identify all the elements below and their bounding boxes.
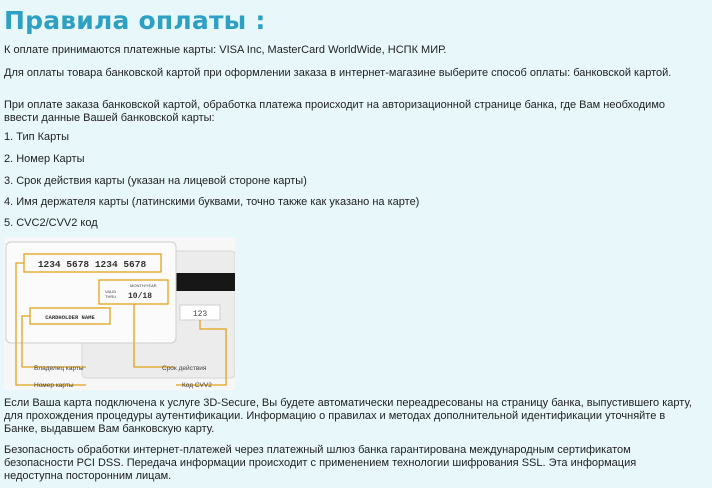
card-number: 1234 5678 1234 5678 bbox=[37, 259, 147, 270]
field-item-expiry: 3. Срок действия карты (указан на лицевой стороне карты) bbox=[4, 175, 307, 187]
field-item-cvv: 5. CVC2/CVV2 код bbox=[4, 217, 98, 229]
label-number: Номер карты bbox=[34, 382, 74, 389]
label-cvv: Код CVV2 bbox=[182, 382, 212, 389]
card-month-year-label: MONTH/YEAR bbox=[130, 283, 157, 288]
page-title: Правила оплаты : bbox=[4, 6, 266, 35]
field-item-number: 2. Номер Карты bbox=[4, 153, 85, 165]
3d-secure-text: Если Ваша карта подключена к услуге 3D-Secure, Вы будете автоматически переадресованы на страницу банка, выпустившего карту, для прохождения процедуры аутентификации. Информацию о правилах и методах дополнительной идентификации уточняйте в Банке, выдавшем Вам банковскую карту. bbox=[4, 397, 692, 435]
card-front bbox=[6, 242, 176, 343]
auth-page-text: При оплате заказа банковской картой, обработка платежа происходит на авторизационной странице банка, где Вам необходимо ввести данные Вашей банковской карты: bbox=[4, 99, 665, 124]
card-valid-label-1: VALID bbox=[105, 289, 117, 294]
field-item-holder: 4. Имя держателя карты (латинскими буквами, точно также как указано на карте) bbox=[4, 196, 420, 208]
security-text: Безопасность обработки интернет-платежей через платежный шлюз банка гарантирована международным сертификатом безопасности PCI DSS. Передача информации происходит с применением технологии шифрования SSL. Эта информация недоступна посторонним лицам. bbox=[4, 444, 637, 482]
card-illustration bbox=[4, 237, 235, 390]
card-expiry: 10/18 bbox=[128, 292, 153, 301]
label-expiry: Срок действия bbox=[162, 365, 207, 372]
card-cvv-value: 123 bbox=[192, 310, 208, 319]
choose-method-text: Для оплаты товара банковской картой при оформлении заказа в интернет-магазине выберите способ оплаты: банковской картой. bbox=[4, 67, 672, 79]
card-valid-label-2: THRU bbox=[105, 294, 117, 299]
card-holder: CARDHOLDER NAME bbox=[45, 314, 95, 321]
field-item-type: 1. Тип Карты bbox=[4, 131, 69, 143]
accepted-cards-text: К оплате принимаются платежные карты: VISA Inc, MasterCard WorldWide, НСПК МИР. bbox=[4, 44, 447, 56]
label-holder: Владелец карты bbox=[34, 365, 84, 372]
